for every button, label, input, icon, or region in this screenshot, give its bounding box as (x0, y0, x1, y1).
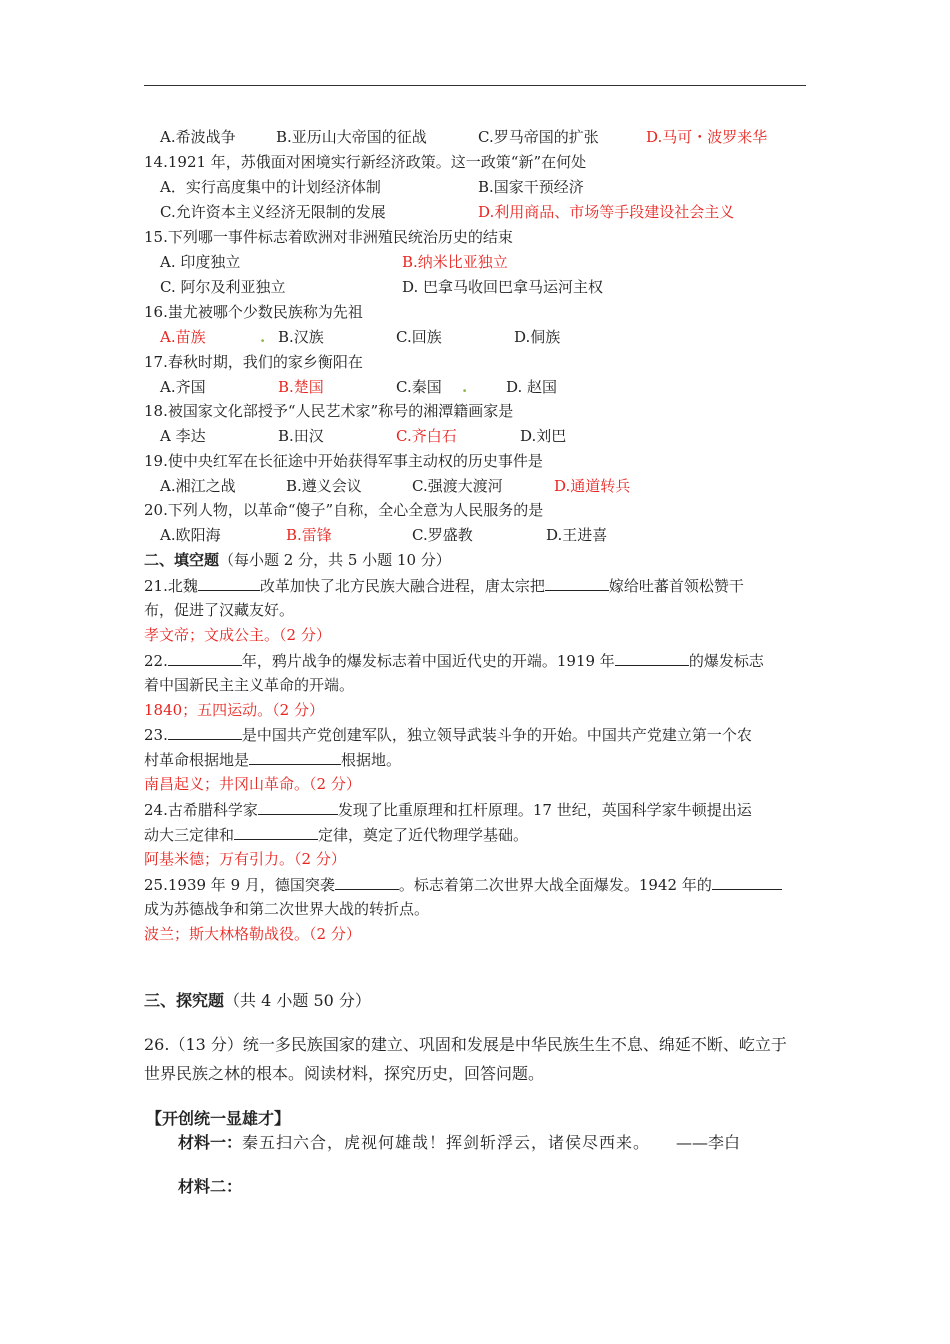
q13-option-c: C.罗马帝国的扩张 (478, 128, 599, 146)
section-2-title: 二、填空题 (144, 551, 220, 569)
q16-option-d: D.侗族 (514, 328, 561, 346)
q20-option-d: D.王进喜 (546, 526, 608, 544)
q22-answer: 1840；五四运动。（2 分） (144, 701, 324, 719)
q23-text-3: 村革命根据地是 (144, 751, 250, 769)
q23-answer: 南昌起义；井冈山革命。（2 分） (144, 775, 361, 793)
q23-text-4: 根据地。 (341, 751, 402, 769)
q25-line1 (144, 874, 806, 895)
material-1 (178, 1132, 806, 1154)
q23-line2 (144, 749, 806, 770)
q25-blank-1 (335, 874, 399, 890)
q25-blank-2 (712, 874, 782, 890)
q24-text-4: 定律，奠定了近代物理学基础。 (318, 826, 529, 844)
q23-text-2: 是中国共产党创建军队，独立领导武装斗争的开始。中国共产党建立第一个农 (241, 726, 752, 744)
q25-text-2: 。标志着第二次世界大战全面爆发。1942 年的 (398, 876, 712, 894)
q23-blank-2 (249, 749, 341, 765)
q20-stem: 20.下列人物，以革命“傻子”自称，全心全意为人民服务的是 (144, 501, 544, 519)
q20-option-c: C.罗盛教 (412, 526, 473, 544)
q26-line2: 世界民族之林的根本。阅读材料，探究历史，回答问题。 (144, 1064, 545, 1083)
q24-line2 (144, 824, 806, 845)
q17-option-a: A.齐国 (160, 378, 206, 396)
q21-line1 (144, 575, 806, 596)
q19-option-c: C.强渡大渡河 (412, 477, 503, 495)
q21-line2: 布，促进了汉藏友好。 (144, 601, 295, 619)
material-1-text: 秦五扫六合，虎视何雄哉！挥剑斩浮云，诸侯尽西来。 (242, 1133, 651, 1152)
q13-option-d-answer: D.马可・波罗来华 (646, 128, 768, 146)
section-2-note: （每小题 2 分，共 5 小题 10 分） (219, 551, 451, 569)
q24-answer: 阿基米德；万有引力。（2 分） (144, 850, 346, 868)
q17-dot-mark: . (462, 378, 468, 396)
q25-text-1: 25.1939 年 9 月，德国突袭 (144, 876, 335, 894)
section-3-heading (144, 990, 806, 1012)
q24-line1 (144, 799, 806, 820)
q25-line2: 成为苏德战争和第二次世界大战的转折点。 (144, 900, 430, 918)
material-2-label: 材料二： (178, 1177, 243, 1196)
q24-blank-2 (234, 824, 318, 840)
q19-option-b: B.遵义会议 (286, 477, 362, 495)
q19-stem: 19.使中央红军在长征途中开始获得军事主动权的历史事件是 (144, 452, 543, 470)
part-1-title: 【开创统一显雄才】 (146, 1109, 291, 1128)
q15-option-d: D. 巴拿马收回巴拿马运河主权 (402, 278, 604, 296)
q16-stem: 16.蚩尤被哪个少数民族称为先祖 (144, 303, 363, 321)
q25-answer: 波兰；斯大林格勒战役。（2 分） (144, 925, 361, 943)
section-2-heading (144, 550, 806, 570)
q20-option-b-answer: B.雷锋 (286, 526, 332, 544)
q14-option-c: C.允许资本主义经济无限制的发展 (160, 203, 386, 221)
q23-line1 (144, 724, 806, 745)
q21-blank-2 (545, 575, 609, 591)
q24-text-1: 24.古希腊科学家 (144, 801, 258, 819)
q17-stem: 17.春秋时期，我们的家乡衡阳在 (144, 353, 363, 371)
q17-option-b-answer: B.楚国 (278, 378, 324, 396)
q18-option-b: B.田汉 (278, 427, 324, 445)
q24-blank-1 (258, 799, 338, 815)
q18-option-c-answer: C.齐白石 (396, 427, 457, 445)
q16-option-a-answer: A.苗族 (160, 328, 206, 346)
q18-stem: 18.被国家文化部授予“人民艺术家”称号的湘潭籍画家是 (144, 402, 514, 420)
q17-option-c: C.秦国 (396, 378, 442, 396)
q15-option-a: A. 印度独立 (160, 253, 241, 271)
q21-text-2: 改革加快了北方民族大融合进程，唐太宗把 (259, 577, 545, 595)
q21-text-3: 嫁给吐蕃首领松赞干 (608, 577, 744, 595)
q24-text-3: 动大三定律和 (144, 826, 235, 844)
q18-option-d: D.刘巴 (520, 427, 567, 445)
q15-option-c: C. 阿尔及利亚独立 (160, 278, 286, 296)
q14-option-d-answer: D.利用商品、市场等手段建设社会主义 (478, 203, 735, 221)
material-1-label: 材料一： (178, 1133, 243, 1152)
q14-option-b: B.国家干预经济 (478, 178, 584, 196)
q20-option-a: A.欧阳海 (160, 526, 221, 544)
q23-blank-1 (168, 724, 242, 740)
q13-option-a: A.希波战争 (160, 128, 236, 146)
q15-stem: 15.下列哪一事件标志着欧洲对非洲殖民统治历史的结束 (144, 228, 513, 246)
q26-line1: 26.（13 分）统一多民族国家的建立、巩固和发展是中华民族生生不息、绵延不断、屹立于 (144, 1035, 787, 1054)
q21-text-1: 21.北魏 (144, 577, 198, 595)
q14-stem: 14.1921 年，苏俄面对困境实行新经济政策。这一政策“新”在何处 (144, 153, 587, 171)
material-1-author: ——李白 (676, 1133, 741, 1152)
q19-option-d-answer: D.通道转兵 (554, 477, 631, 495)
q14-option-a: A．实行高度集中的计划经济体制 (160, 178, 381, 196)
q22-text-1: 22. (144, 652, 168, 670)
q16-option-b: B.汉族 (278, 328, 324, 346)
q21-blank-1 (198, 575, 260, 591)
q17-option-d: D. 赵国 (506, 378, 558, 396)
q15-option-b-answer: B.纳米比亚独立 (402, 253, 508, 271)
q24-text-2: 发现了比重原理和扛杆原理。17 世纪，英国科学家牛顿提出运 (337, 801, 752, 819)
q22-blank-2 (615, 650, 689, 666)
q13-option-b: B.亚历山大帝国的征战 (276, 128, 427, 146)
q23-text-1: 23. (144, 726, 168, 744)
q16-option-c: C.回族 (396, 328, 442, 346)
q22-line1 (144, 650, 806, 671)
section-3-title: 三、探究题 (144, 991, 225, 1010)
header-rule (144, 85, 806, 86)
q16-dot-mark: . (260, 328, 266, 346)
q22-text-3: 的爆发标志 (688, 652, 764, 670)
q22-line2: 着中国新民主主义革命的开端。 (144, 676, 355, 694)
q18-option-a: A 李达 (160, 427, 206, 445)
q21-answer: 孝文帝；文成公主。（2 分） (144, 626, 331, 644)
q22-text-2: 年，鸦片战争的爆发标志着中国近代史的开端。1919 年 (241, 652, 615, 670)
q19-option-a: A.湘江之战 (160, 477, 236, 495)
section-3-note: （共 4 小题 50 分） (224, 991, 371, 1010)
q22-blank-1 (168, 650, 242, 666)
